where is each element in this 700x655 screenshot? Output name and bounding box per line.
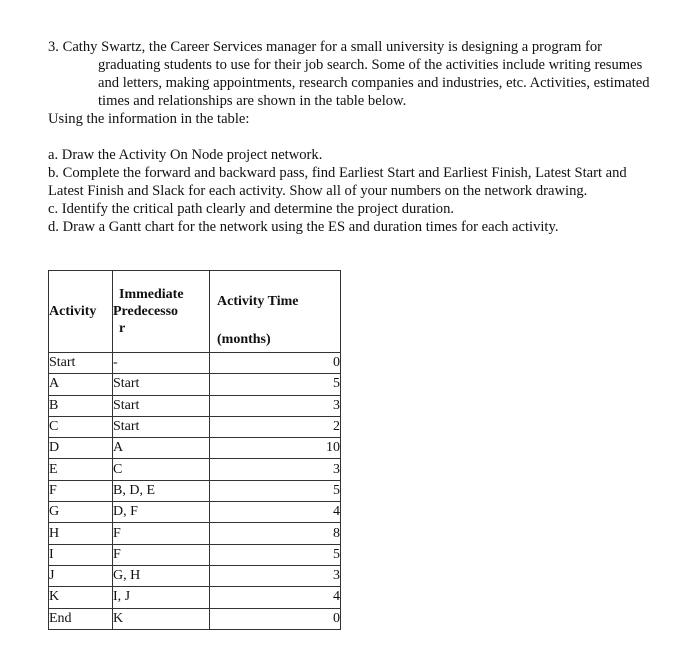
question-line: times and relationships are shown in the table below. xyxy=(98,93,407,109)
cell-predecessor: A xyxy=(113,438,210,459)
cell-predecessor: F xyxy=(113,544,210,565)
table-row xyxy=(49,416,341,437)
table-row xyxy=(49,565,341,586)
cell-time: 0 xyxy=(210,608,341,629)
cell-time: 0 xyxy=(210,353,341,374)
cell-time: 4 xyxy=(210,587,341,608)
cell-activity: G xyxy=(49,502,113,523)
cell-time: 3 xyxy=(210,565,341,586)
cell-predecessor: Start xyxy=(113,416,210,437)
cell-time: 4 xyxy=(210,502,341,523)
table-row xyxy=(49,544,341,565)
activity-table xyxy=(48,270,341,630)
part-a: a. Draw the Activity On Node project network. xyxy=(48,147,323,163)
cell-activity: E xyxy=(49,459,113,480)
cell-activity: F xyxy=(49,480,113,501)
header-predecessor-line1: Immediate xyxy=(119,287,184,302)
using-info-text: Using the information in the table: xyxy=(48,111,250,127)
header-predecessor xyxy=(113,271,210,353)
cell-predecessor: B, D, E xyxy=(113,480,210,501)
cell-activity: C xyxy=(49,416,113,437)
question-line: graduating students to use for their job search. Some of the activities include writing resumes xyxy=(98,57,643,73)
cell-activity: End xyxy=(49,608,113,629)
table-row xyxy=(49,480,341,501)
cell-activity: B xyxy=(49,395,113,416)
header-predecessor-line3: r xyxy=(119,321,126,336)
table-row xyxy=(49,459,341,480)
table-row xyxy=(49,395,341,416)
table-row xyxy=(49,374,341,395)
cell-time: 5 xyxy=(210,544,341,565)
table-row xyxy=(49,608,341,629)
cell-activity: Start xyxy=(49,353,113,374)
cell-predecessor: G, H xyxy=(113,565,210,586)
cell-activity: D xyxy=(49,438,113,459)
cell-time: 5 xyxy=(210,374,341,395)
header-activity: Activity xyxy=(49,271,113,353)
header-predecessor-line2: Predecesso xyxy=(113,304,179,319)
question-line: and letters, making appointments, research companies and industries, etc. Activities, estimated xyxy=(98,75,650,91)
cell-activity: A xyxy=(49,374,113,395)
cell-predecessor: - xyxy=(113,353,210,374)
cell-activity: K xyxy=(49,587,113,608)
question-intro: 3. Cathy Swartz, the Career Services manager for a small university is designing a program for xyxy=(48,39,602,55)
cell-predecessor: Start xyxy=(113,374,210,395)
table-row xyxy=(49,523,341,544)
cell-time: 3 xyxy=(210,459,341,480)
cell-predecessor: F xyxy=(113,523,210,544)
cell-time: 10 xyxy=(210,438,341,459)
table-header-row xyxy=(49,271,341,353)
question-parts xyxy=(48,146,627,236)
cell-predecessor: D, F xyxy=(113,502,210,523)
part-b: b. Complete the forward and backward pass, find Earliest Start and Earliest Finish, Latest Start and xyxy=(48,165,627,181)
table-row xyxy=(49,587,341,608)
header-time-label: Activity Time xyxy=(217,294,299,309)
cell-activity: I xyxy=(49,544,113,565)
cell-activity: H xyxy=(49,523,113,544)
part-c: c. Identify the critical path clearly and determine the project duration. xyxy=(48,201,455,217)
cell-activity: J xyxy=(49,565,113,586)
part-d: d. Draw a Gantt chart for the network using the ES and duration times for each activity. xyxy=(48,219,559,235)
header-time-unit: (months) xyxy=(217,332,271,347)
cell-predecessor: Start xyxy=(113,395,210,416)
cell-time: 3 xyxy=(210,395,341,416)
table-row xyxy=(49,438,341,459)
cell-predecessor: C xyxy=(113,459,210,480)
cell-predecessor: I, J xyxy=(113,587,210,608)
table-row xyxy=(49,502,341,523)
cell-predecessor: K xyxy=(113,608,210,629)
part-b-continued: Latest Finish and Slack for each activity. Show all of your numbers on the network drawing. xyxy=(48,183,588,199)
table-row xyxy=(49,353,341,374)
cell-time: 8 xyxy=(210,523,341,544)
cell-time: 5 xyxy=(210,480,341,501)
question-text xyxy=(48,38,698,110)
cell-time: 2 xyxy=(210,416,341,437)
header-activity-time xyxy=(210,271,341,353)
